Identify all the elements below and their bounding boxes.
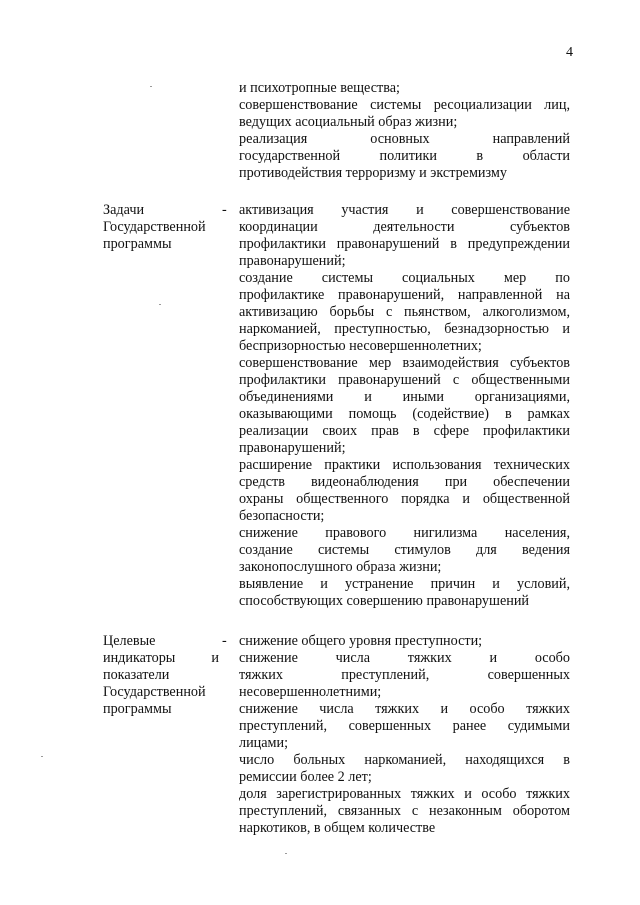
text-line: совершенствование мер взаимодействия субъектов: [239, 355, 570, 371]
page-number: 4: [566, 45, 573, 60]
label-line: Целевые: [103, 633, 156, 649]
text-line: ремиссии более 2 лет;: [239, 769, 372, 785]
scan-speck: [150, 86, 152, 87]
label-line: Государственной: [103, 219, 206, 235]
label-dash: -: [222, 202, 227, 218]
text-line: доля зарегистрированных тяжких и особо тяжких: [239, 786, 570, 802]
paragraph: [239, 457, 570, 525]
section-content: [239, 202, 570, 610]
section-label: [103, 633, 219, 718]
text-line: создание системы социальных мер по: [239, 270, 570, 286]
text-line: преступлений, совершенных ранее судимыми: [239, 718, 570, 734]
text-line: снижение числа тяжких и особо: [239, 650, 570, 666]
label-line: программы: [103, 236, 172, 252]
text-line: правонарушений;: [239, 440, 346, 456]
text-line: реализации своих прав в сфере профилактики: [239, 423, 570, 439]
text-line: профилактики правонарушений в предупреждении: [239, 236, 570, 252]
paragraph: [239, 650, 570, 701]
text-line: беспризорностью несовершеннолетних;: [239, 338, 482, 354]
label-line: Государственной: [103, 684, 206, 700]
text-line: противодействия терроризму и экстремизму: [239, 165, 508, 181]
text-line: расширение практики использования технических: [239, 457, 570, 473]
text-line: снижение числа тяжких и особо тяжких: [239, 701, 570, 717]
text-line: наркоманией, преступностью, безнадзорностью и: [239, 321, 570, 337]
text-line: средств видеонаблюдения при обеспечении: [239, 474, 570, 490]
text-line: способствующих совершению правонарушений: [239, 593, 530, 609]
paragraph: [239, 525, 570, 576]
text-line: лицами;: [239, 735, 289, 751]
paragraph: [239, 80, 570, 97]
text-line: наркотиков, в общем количестве: [239, 820, 436, 836]
paragraph: [239, 270, 570, 355]
paragraph: [239, 97, 570, 131]
text-line: профилактике правонарушений, направленной на: [239, 287, 570, 303]
text-line: правонарушений;: [239, 253, 346, 269]
text-line: и психотропные вещества;: [239, 80, 400, 96]
scan-speck: [285, 853, 287, 854]
text-line: создание системы стимулов для ведения: [239, 542, 570, 558]
section-label: [103, 202, 219, 253]
paragraph: [239, 355, 570, 457]
text-line: объединениями и иными организациями,: [239, 389, 570, 405]
text-line: несовершеннолетними;: [239, 684, 382, 700]
text-line: снижение правового нигилизма населения,: [239, 525, 570, 541]
text-line: профилактики правонарушений с общественными: [239, 372, 570, 388]
label-line: индикаторы и: [103, 650, 219, 666]
label-line: программы: [103, 701, 172, 717]
text-line: координации деятельности субъектов: [239, 219, 570, 235]
text-line: ведущих асоциальный образ жизни;: [239, 114, 458, 130]
paragraph: [239, 131, 570, 182]
section-content: [239, 633, 570, 837]
text-line: число больных наркоманией, находящихся в: [239, 752, 570, 768]
text-line: реализация основных направлений: [239, 131, 570, 147]
label-line: показатели: [103, 667, 170, 683]
text-line: снижение общего уровня преступности;: [239, 633, 483, 649]
text-line: государственной политики в области: [239, 148, 570, 164]
text-line: активизация участия и совершенствование: [239, 202, 570, 218]
paragraph: [239, 701, 570, 752]
text-line: активизацию борьбы с пьянством, алкоголизмом,: [239, 304, 570, 320]
label-line: Задачи: [103, 202, 145, 218]
text-line: законопослушного образа жизни;: [239, 559, 442, 575]
paragraph: [239, 576, 570, 610]
text-line: совершенствование системы ресоциализации лиц,: [239, 97, 570, 113]
scan-speck: [159, 304, 161, 305]
text-line: выявление и устранение причин и условий,: [239, 576, 570, 592]
text-line: тяжких преступлений, совершенных: [239, 667, 570, 683]
text-line: безопасности;: [239, 508, 325, 524]
text-line: преступлений, связанных с незаконным оборотом: [239, 803, 570, 819]
paragraph: [239, 786, 570, 837]
label-dash: -: [222, 633, 227, 649]
scan-speck: [41, 756, 43, 757]
paragraph: [239, 202, 570, 270]
text-line: охраны общественного порядка и общественной: [239, 491, 570, 507]
paragraph: [239, 752, 570, 786]
intro-content: [239, 80, 570, 182]
text-line: оказывающими помощь (содействие) в рамках: [239, 406, 570, 422]
paragraph: [239, 633, 570, 650]
